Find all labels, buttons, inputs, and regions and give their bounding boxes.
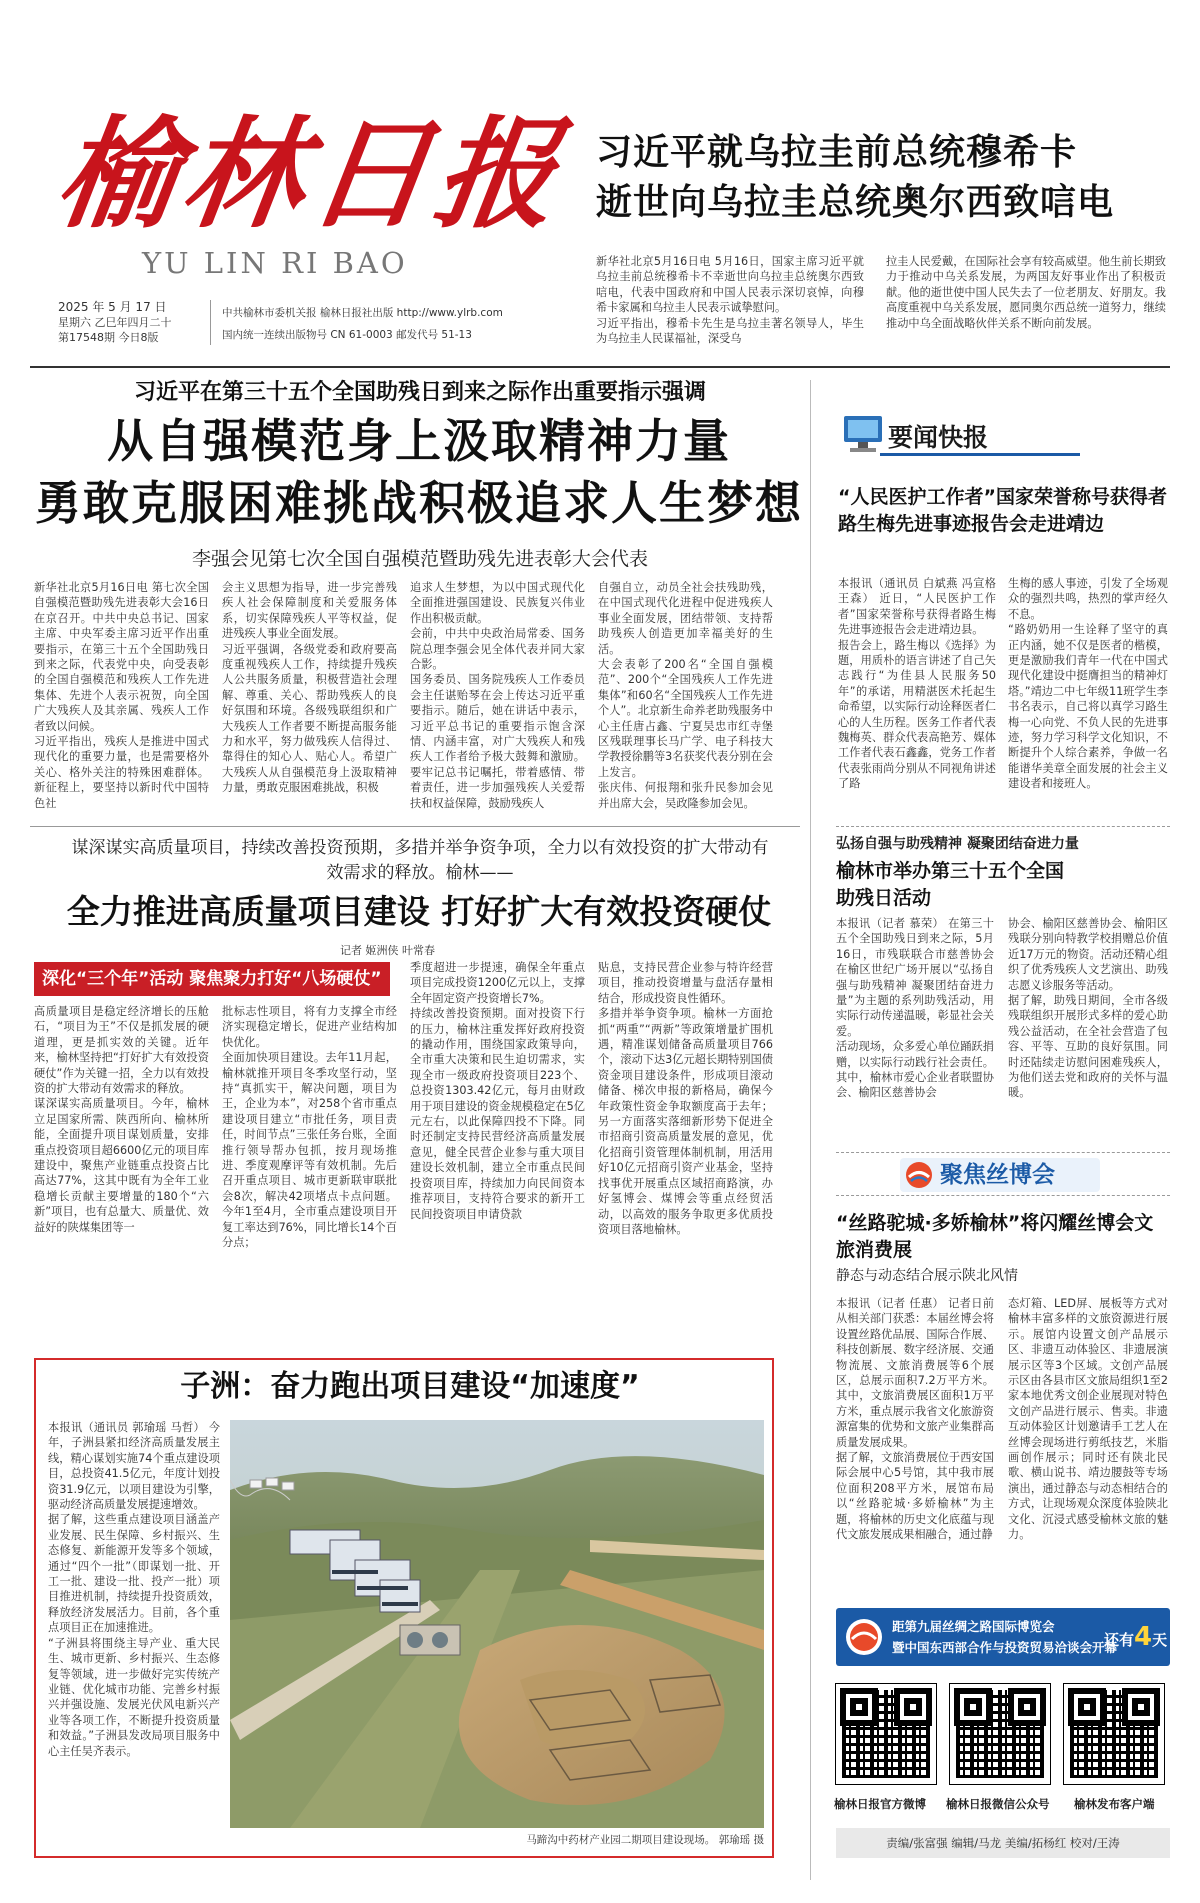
lead-headline-line1: 从自强模范身上汲取精神力量 [107, 414, 731, 468]
top-headline-line2: 逝世向乌拉圭总统奥尔西致唁电 [596, 182, 1115, 223]
qr-labels [826, 1796, 1170, 1818]
lead-rule [30, 826, 800, 827]
project-byline: 记者 姬洲侠 叶常春 [340, 944, 435, 957]
lead-col2: 会主义思想为指导，进一步完善残疾人社会保障制度和关爱服务体系，切实保障残疾人平等权益，促进残疾人事业全面发展。 习近平强调，各级党委和政府要高度重视残疾人工作，持续提升残疾人公共服务质量，积极营造社会理解、尊重、关心、帮助残疾人的良好氛围和环境。各级残联组织和广大残疾人工作者要不断提高服务能力和水平，努力做残疾人信得过、靠得住的知心人、贴心人。希望广大残疾人从自强模范身上汲取精神力量，勇敢克服困难挑战，积极 [222, 581, 397, 795]
news-flash-headline: “人民医护工作者”国家荣誉称号获得者路生梅先进事迹报告会走进靖边 [838, 486, 1167, 535]
masthead-title: 榆林日报 [48, 104, 572, 245]
countdown-days: 4 [1134, 1622, 1153, 1652]
divider [210, 300, 211, 345]
countdown-banner [836, 1608, 1170, 1666]
countdown-text [892, 1616, 1118, 1658]
silk-expo-col2: 态灯箱、LED屏、展板等方式对榆林丰富多样的文旅资源进行展示。展馆内设置文创产品展示区、非遗互动体验区、非遗展演展示区等3个区域。文创产品展示区由各县市区文旅局组织1至2家本地优秀文创企业展现对特色文创产品进行展示、售卖。非遗互动体验区计划邀请手工艺人在丝博会现场进行剪纸技艺，米脂画创作展示；同时还有陕北民歌、横山说书、靖边腰鼓等专场演出，通过静态与动态相结合的方式，让现场观众深度体验陕北文化、沉浸式感受榆林文旅的魅力。 [1008, 1297, 1168, 1542]
editors-credit: 责编/张富强 编辑/马龙 美编/拓杨红 校对/王涛 [836, 1828, 1170, 1858]
masthead-rule [30, 366, 1170, 368]
countdown-line2: 暨中国东西部合作与投资贸易洽谈会开幕 [892, 1640, 1118, 1655]
top-headline-line1: 习近平就乌拉圭前总统穆希卡 [596, 132, 1078, 173]
zizhou-col: 本报讯（通讯员 郭瑜瑶 马哲） 今年，子洲县紧扣经济高质量发展主线，精心谋划实施74个重点建设项目，总投资41.5亿元，年度计划投资31.9亿元，以项目建设为引擎，驱动经济高质量发展提速增效。 据了解，这些重点建设项目涵盖产业发展、民生保障、乡村振兴、生态修复、新能源开发等多个领域，通过“四个一批”（即谋划一批、开工一批、建设一批、投产一批）项目推进机制，持续提升投资质效，释放经济发展活力。目前，各个重点项目正在加速推进。 “子洲县将围绕主导产业、重大民生、城市更新、乡村振兴、生态修复等领域，进一步做好完实传统产业链、优化城市功能、完善乡村振兴并强设施、发展光伏风电新兴产业等各项工作，不断提升投资质量和效益。”子洲县发改局项目服务中心主任吴齐表示。 [48, 1421, 220, 1758]
qr-code-weibo[interactable] [836, 1684, 936, 1784]
issue-line: 第17548期 今日8版 [58, 331, 159, 344]
construction-photo [230, 1420, 764, 1828]
lead-subhead: 李强会见第七次全国自强模范暨助残先进表彰大会代表 [191, 548, 648, 570]
qr-label-wechat: 榆林日报微信公众号 [946, 1797, 1050, 1811]
news-flash-col1: 本报讯（通讯员 白斌燕 冯宣格 王森） 近日，“人民医护工作者”国家荣誉称号获得者路生梅先进事迹报告会走进靖边县。 报告会上，路生梅以《选择》为题，用质朴的语言讲述了自己矢志践行“为佳县人民服务50年”的承诺，用精湛医术托起生命希望，以实际行动诠释医者仁心的人生历程。医务工作者代表魏梅英、群众代表高艳芳、媒体工作者代表石鑫鑫，党务工作者代表张雨尚分别从不同视角讲述了路 [838, 577, 996, 791]
expo-logo-icon [904, 1160, 934, 1190]
publisher-block [222, 302, 582, 346]
project-col4: 贴息，支持民营企业参与特许经营项目，推动投资增量与盘活存量相结合，形成投资良性循环。 多措并举争资争项。榆林一方面抢抓“两重”“两新”等政策增量扩围机遇，精准谋划储备高质量项目766个，滚动下达3亿元超长期特别国债资金项目建设条件，形成项目滚动储备、梯次申报的新格局，确保今年政策性资金争取额度高于去年；另一方面落实落细新形势下促进全市招商引资高质量发展的意见，优化招商引资管理体制机制，用活用好10亿元招商引资产业基金，坚持找事优开展重点区域招商路演，办好氢博会、煤博会等重点经贸活动，以高效的服务争取更多优质投资项目落地榆林。 [598, 961, 773, 1236]
top-story-col1: 新华社北京5月16日电 5月16日，国家主席习近平就乌拉圭前总统穆希卡不幸逝世向乌拉圭总统奥尔西致唁电，代表中国政府和中国人民表示深切哀悼，向穆希卡家属和乌拉圭人民表示诚挚慰问。 习近平指出，穆希卡先生是乌拉圭著名领导人，毕生为乌拉圭人民谋福祉，深受乌 [596, 255, 864, 346]
countdown-days-group [1104, 1622, 1167, 1655]
license-line: 国内统一连续出版物号 CN 61-0003 邮发代号 51-13 [222, 329, 472, 341]
project-headline: 全力推进高质量项目建设 打好扩大有效投资硬仗 [66, 892, 772, 931]
column-divider [810, 380, 811, 1880]
zizhou-headline: 子洲：奋力跑出项目建设“加速度” [120, 1366, 700, 1408]
lead-col4: 自强自立，动员全社会扶残助残，在中国式现代化进程中促进残疾人事业全面发展，团结带领、支持帮助残疾人创造更加幸福美好的生活。 大会表彰了200名“全国自强模范”、200个“全国残疾人工作先进集体”和60名“全国残疾人工作先进个人”。北京新生命养老助残服务中心主任唐占鑫、宁夏吴忠市红寺堡区残联理事长马广学、电子科技大学教授徐鹏等3名获奖代表分别在会上发言。 张庆伟、何报翔和张升民参加会见并出席大会，吴政隆参加会见。 [598, 581, 773, 810]
silk-expo-subhead: 静态与动态结合展示陕北风情 [836, 1268, 1018, 1284]
silk-expo-col1: 本报讯（记者 任惠） 记者日前从相关部门获悉：本届丝博会将设置丝路优品展、国际合作展、科技创新展、数字经济展、交通物流展、文旅消费展等6个展区，总展示面积7.2万平方米。其中，文旅消费展区面积1万平方米，重点展示我省文化旅游资源富集的优势和文旅产业集群高质量发展成果。 据了解，文旅消费展位于西安国际会展中心5号馆，其中我市展位面积208平方米，展馆布局以“丝路驼城·多娇榆林”为主题，将榆林的历史文化底蕴与现代文旅发展成果相融合，通过静 [836, 1297, 994, 1542]
construction-photo-svg [230, 1420, 764, 1828]
lead-headline-line2: 勇敢克服困难挑战积极追求人生梦想 [35, 476, 803, 530]
silk-expo-badge [900, 1158, 1100, 1192]
date-line: 2025 年 5 月 17 日 [58, 300, 167, 314]
project-tag: 深化“三个年”活动 聚焦聚力打好“八场硬仗” [34, 962, 390, 996]
countdown-suffix: 天 [1152, 1631, 1168, 1649]
masthead-pinyin: YU LIN RI BAO [142, 246, 408, 280]
top-story-col2: 拉圭人民爱戴，在国际社会享有较高威望。他生前长期致力于推动中乌关系发展，为两国友好事业作出了积极贡献。他的逝世使中国人民失去了一位老朋友、好朋友。我高度重视中乌关系发展，愿同奥尔西总统一道努力，继续推动中乌全面战略伙伴关系不断向前发展。 [886, 255, 1166, 330]
project-kicker: 谋深谋实高质量项目，持续改善投资预期，多措并举争资争项，全力以有效投资的扩大带动有效需求的释放。榆林—— [71, 838, 769, 883]
countdown-line1: 距第九届丝绸之路国际博览会 [892, 1619, 1055, 1634]
qr-code-app[interactable] [1064, 1684, 1164, 1784]
news-flash-col2: 生梅的感人事迹，引发了全场观众的强烈共鸣，热烈的掌声经久不息。 “路奶奶用一生诠释了坚守的真正内涵，她不仅是医者的楷模，更是激励我们青年一代在中国式现代化建设中挺膺担当的精神灯塔。”靖边二中七年级11班学生李书名表示，自己将以真学习路生梅一心向党、不负人民的先进事迹，努力学习科学文化知识，不断提升个人综合素养，争做一名能谱华美章全面发展的社会主义建设者和接班人。 [1008, 577, 1168, 791]
silk-expo-headline: “丝路驼城·多娇榆林”将闪耀丝博会文旅消费展 [836, 1212, 1154, 1261]
qr-label-weibo: 榆林日报官方微博 [834, 1797, 926, 1811]
publisher-line: 中共榆林市委机关报 榆林日报社出版 http://www.ylrb.com [222, 307, 503, 319]
project-col1: 高质量项目是稳定经济增长的压舱石，“项目为王”不仅是抓发展的硬道理，更是抓实效的关键。近年来，榆林坚持把“打好扩大有效投资硬仗”作为关键一招，全力以有效投资的扩大带动有效需求的释放。 谋深谋实高质量项目。今年，榆林立足国家所需、陕西所向、榆林所能，全面提升项目谋划质量，安排重点投资项目超6600亿元的项目库建设中，聚焦产业链重点投资占比高达77%，这其中既有为全年工业稳增长贡献主要增量的180个“六新”项目，也有总量大、质量优、效益好的陕煤集团等一 [34, 1005, 209, 1234]
lead-col1: 新华社北京5月16日电 第七次全国自强模范暨助残先进表彰大会16日在京召开。中共中央总书记、国家主席、中央军委主席习近平作出重要指示，在第三十五个全国助残日到来之际，代表党中央，向受表彰的全国自强模范和残疾人工作先进集体、先进个人表示祝贺，向全国广大残疾人及其亲属、残疾人工作者致以问候。 习近平指出，残疾人是推进中国式现代化的重要力量，也是需要格外关心、格外关注的特殊困难群体。新征程上，要坚持以新时代中国特色社 [34, 581, 209, 810]
story2-col2: 协会、榆阳区慈善协会、榆阳区残联分别向特教学校捐赠总价值近17万元的物资。活动还精心组织了优秀残疾人文艺演出、助残志愿义诊服务等活动。 据了解，助残日期间，全市各级残联组织开展形式多样的爱心助残公益活动，在全社会营造了包容、平等、互助的良好氛围。同时还陆续走访慰问困难残疾人，为他们送去党和政府的关怀与温暖。 [1008, 917, 1168, 1100]
weekday-line: 星期六 乙巳年四月二十 [58, 316, 172, 329]
story2-headline: 榆林市举办第三十五个全国助残日活动 [836, 860, 1065, 909]
date-block [58, 300, 208, 345]
top-story-headline [596, 128, 1166, 228]
project-col3: 季度超进一步提速，确保全年重点项目完成投资1200亿元以上，支撑全年固定资产投资增长7%。 持续改善投资预期。面对投资下行的压力，榆林注重发挥好政府投资的撬动作用，围绕国家政策导向，全市重大决策和民生迫切需求，实现全市一级政府投资项目223个、总投资1303.42亿元，每月由财政用于项目建设的资金规模稳定在5亿元左右，以此保障四投不下降。同时还制定支持民营经济高质量发展意见，健全民营企业参与重大项目建设长效机制，建立全市重点民间投资项目库，持续加力向民间资本推荐项目，支持符合要求的新开工民间投资项目申请贷款 [410, 961, 585, 1221]
project-col2: 批标志性项目，将有力支撑全市经济实现稳定增长，促进产业结构加快优化。 全面加快项目建设。去年11月起，榆林就推开项目冬季攻坚行动，坚持“真抓实干，解决问题，项目为王，企业为本”，对258个省市重点建设项目建立“市批任务，项目责任，时间节点”三张任务台账，全面推行领导帮办包抓，按月现场推进、季度观摩评等有效机制。先后召开重点项目、城市更新联审联批会8次，解决42项堵点卡点问题。今年1至4月，全市重点建设项目开复工率达到76%，同比增长14个百分点； [222, 1005, 397, 1250]
lead-headline [34, 410, 804, 534]
news-flash-section: 要闻快报 [880, 420, 1080, 456]
silk-expo-section: 聚焦丝博会 [940, 1162, 1055, 1188]
expo-countdown-logo-icon [844, 1617, 884, 1657]
lead-col3: 追求人生梦想，为以中国式现代化全面推进强国建设、民族复兴伟业作出积极贡献。 会前，中共中央政治局常委、国务院总理李强会见全体代表并同大家合影。 国务委员、国务院残疾人工作委员会主任谌贻琴在会上传达习近平重要指示。随后，她在讲话中表示，习近平总书记的重要指示饱含深情、内涵丰富，对广大残疾人和残疾人工作者给予极大鼓舞和激励。要牢记总书记嘱托，带着感情、带着责任，进一步加强残疾人关爱帮扶和权益保障，鼓励残疾人 [410, 581, 585, 810]
story2-kicker: 弘扬自强与助残精神 凝聚团结奋进力量 [836, 836, 1079, 852]
photo-caption: 马蹄沟中药材产业园二期项目建设现场。 郭瑜瑶 摄 [526, 1834, 764, 1846]
countdown-prefix: 还有 [1104, 1631, 1135, 1649]
qr-code-wechat[interactable] [950, 1684, 1050, 1784]
lead-kicker: 习近平在第三十五个全国助残日到来之际作出重要指示强调 [133, 380, 706, 405]
story2-col1: 本报讯（记者 慕荣） 在第三十五个全国助残日到来之际，5月16日，市残联联合市慈善协会在榆区世纪广场开展以“弘扬自强与助残精神 凝聚团结奋进力量”为主题的系列助残活动，用实际行动传递温暖，彰显社会关爱。 活动现场，众多爱心单位踊跃捐赠，以实际行动践行社会责任。其中，榆林市爱心企业者联盟协会、榆阳区慈善协会 [836, 917, 994, 1100]
news-rule [836, 826, 1170, 827]
qr-label-app: 榆林发布客户端 [1074, 1797, 1155, 1811]
